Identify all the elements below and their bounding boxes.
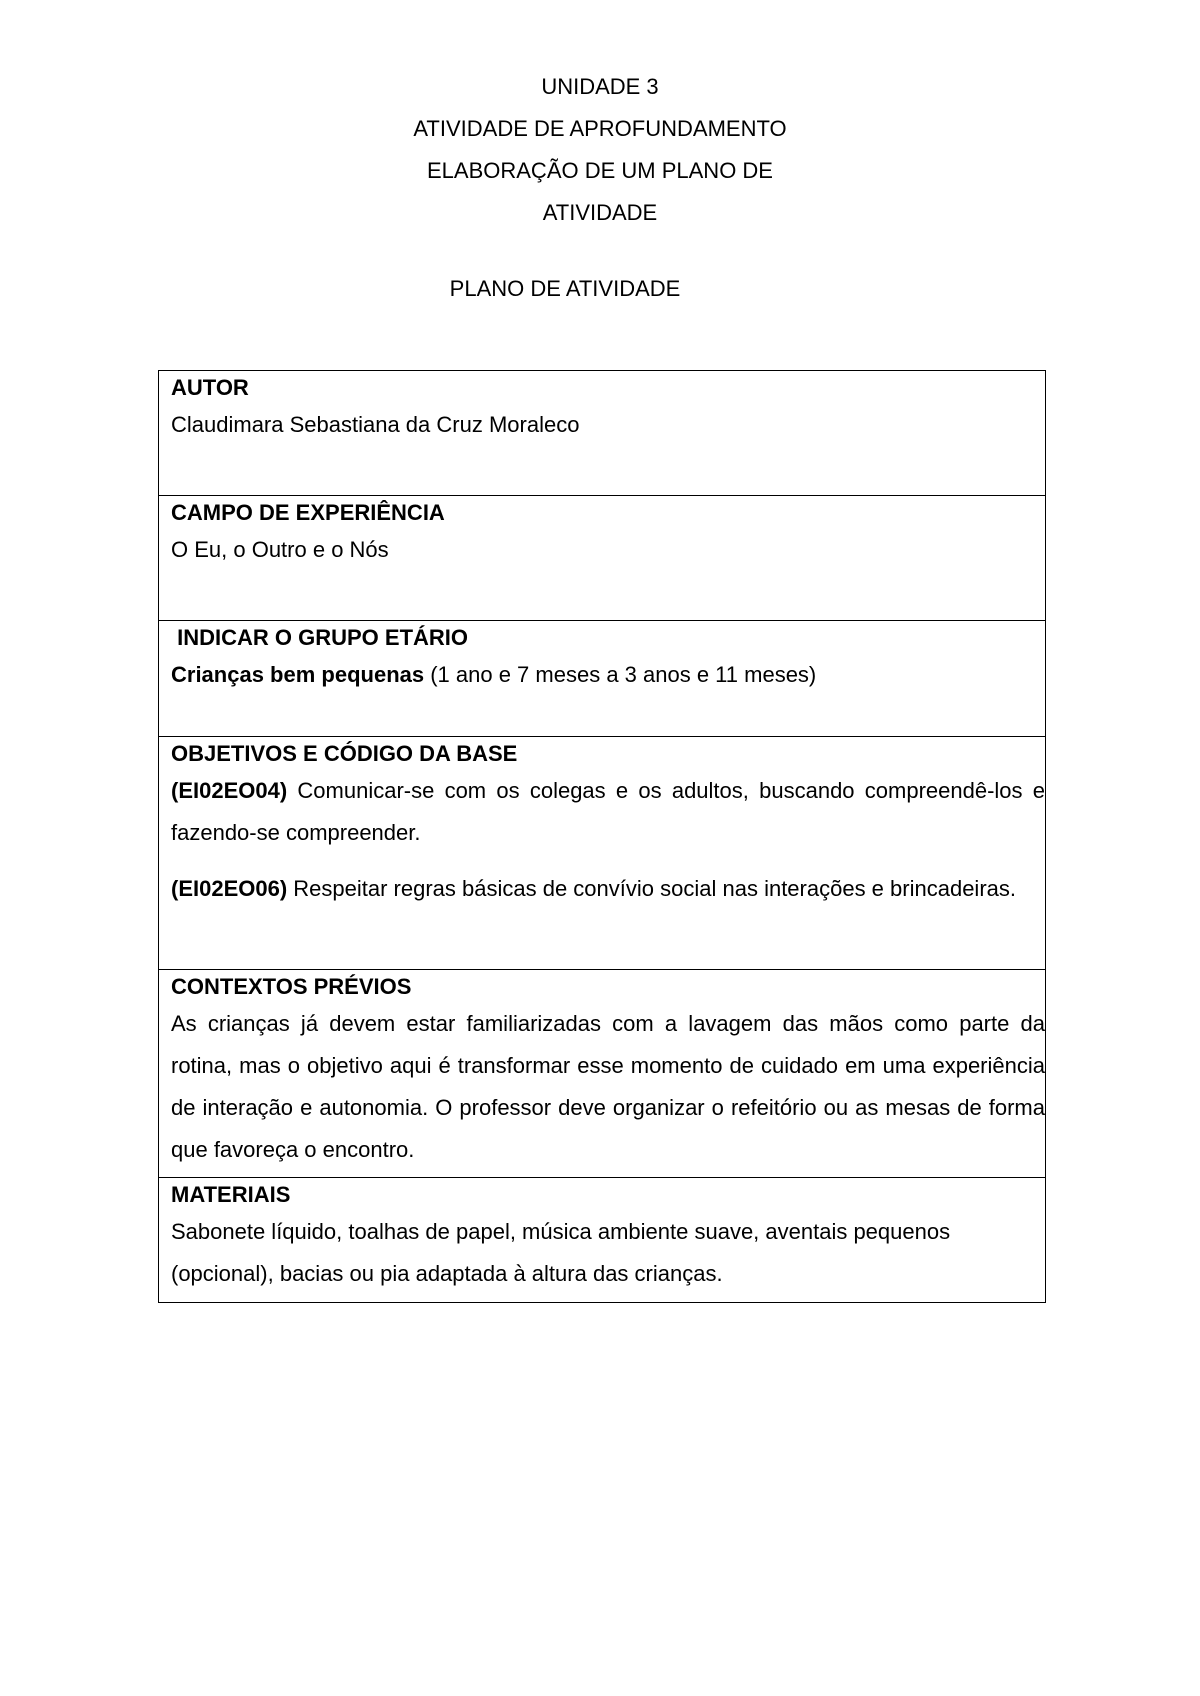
objetivo-text: Comunicar-se com os colegas e os adultos, buscando compreendê-los e fazendo-se compreender. [171,778,1045,845]
campo-label: CAMPO DE EXPERIÊNCIA [171,500,445,525]
cell-autor [159,371,1046,496]
grupo-value-rest: (1 ano e 7 meses a 3 anos e 11 meses) [424,662,817,687]
objetivo-text: Respeitar regras básicas de convívio social nas interações e brincadeiras. [287,876,1016,901]
cell-contextos [159,970,1046,1178]
row-campo [159,496,1046,621]
activity-plan-table [158,370,1046,1303]
plan-title: PLANO DE ATIVIDADE [449,276,681,301]
materiais-value: Sabonete líquido, toalhas de papel, música ambiente suave, aventais pequenos (opcional), bacias ou pia adaptada à altura das crianças. [171,1219,951,1286]
elaboration-heading: ELABORAÇÃO DE UM PLANO DE [427,158,773,183]
campo-value: O Eu, o Outro e o Nós [171,537,389,562]
row-grupo [159,621,1046,737]
objetivo-item [171,770,1045,854]
row-objetivos [159,737,1046,970]
contextos-value: As crianças já devem estar familiarizadas com a lavagem das mãos como parte da rotina, mas o objetivo aqui é transformar esse momento de cuidado em uma experiência de interação e autonomia. O professor deve organizar o refeitório ou as mesas de forma que favoreça o encontro. [171,1011,1045,1162]
grupo-value-bold: Crianças bem pequenas [171,662,425,687]
objetivo-code: (EI02EO06) [171,876,288,901]
elaboration-heading-cont: ATIVIDADE [542,200,658,225]
autor-label: AUTOR [171,375,249,400]
row-materiais [159,1178,1046,1303]
objetivo-code: (EI02EO04) [171,778,288,803]
objetivo-item [171,868,1045,910]
cell-grupo [159,621,1046,737]
grupo-value [171,654,1045,696]
contextos-label: CONTEXTOS PRÉVIOS [171,974,412,999]
materiais-label: MATERIAIS [171,1182,291,1207]
objetivos-label: OBJETIVOS E CÓDIGO DA BASE [171,741,518,766]
grupo-label: INDICAR O GRUPO ETÁRIO [171,625,469,650]
cell-campo [159,496,1046,621]
cell-objetivos [159,737,1046,970]
row-contextos [159,970,1046,1178]
unit-heading: UNIDADE 3 [541,74,659,99]
row-autor [159,371,1046,496]
autor-value: Claudimara Sebastiana da Cruz Moraleco [171,412,580,437]
activity-type-heading: ATIVIDADE DE APROFUNDAMENTO [413,116,787,141]
cell-materiais [159,1178,1046,1303]
